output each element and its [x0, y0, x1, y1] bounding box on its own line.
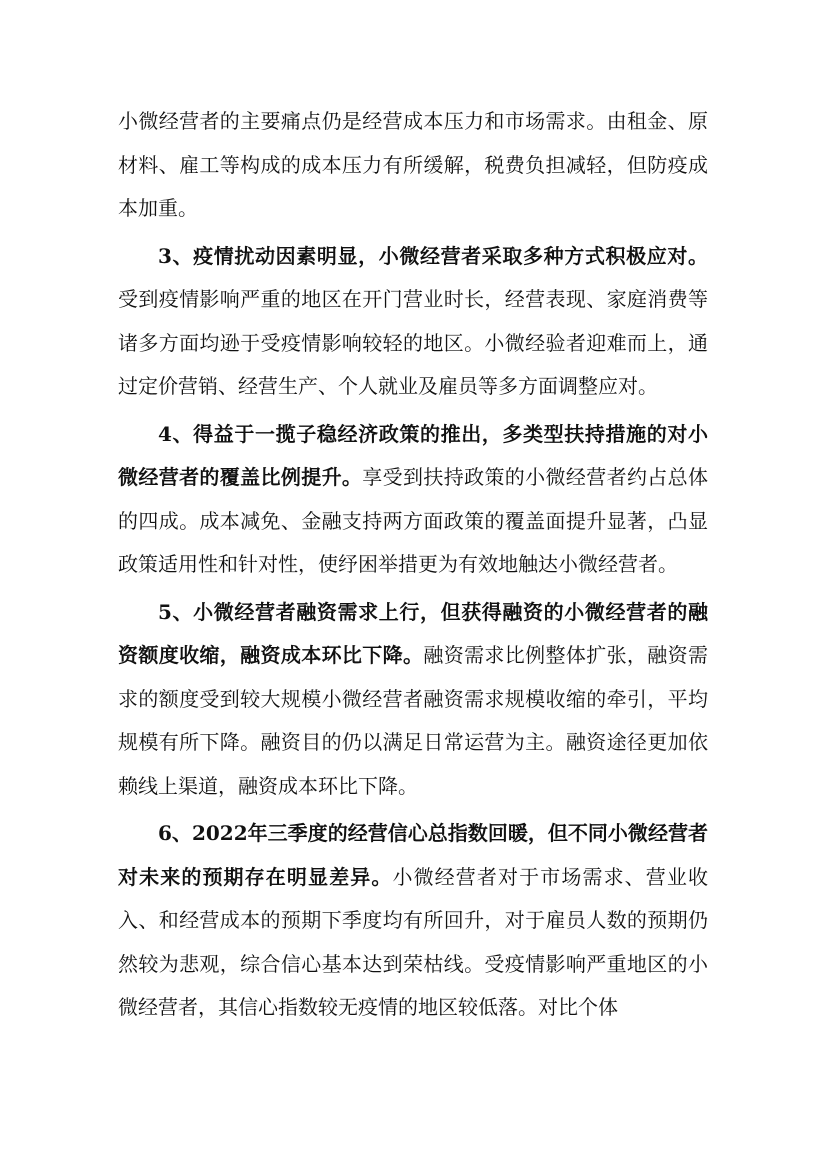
- paragraph-heading: 6、2022年三季度的经营信心总指数回暖，但不同小微经营者对未来的预期存在明显差异。: [118, 821, 708, 889]
- paragraph-heading: 3、疫情扰动因素明显，小微经营者采取多种方式积极应对。: [158, 243, 708, 268]
- paragraph-body: 小微经营者的主要痛点仍是经营成本压力和市场需求。由租金、原材料、雇工等构成的成本压力有所缓解，税费负担减轻，但防疫成本加重。: [118, 109, 708, 220]
- paragraph-body: 受到疫情影响严重的地区在开门营业时长，经营表现、家庭消费等诸多方面均逊于受疫情影响较轻的地区。小微经验者迎难而上，通过定价营销、经营生产、个人就业及雇员等多方面调整应对。: [118, 287, 708, 398]
- paragraph-body: 融资需求比例整体扩张，融资需求的额度受到较大规模小微经营者融资需求规模收缩的牵引，平均规模有所下降。融资目的仍以满足日常运营为主。融资途径更加依赖线上渠道，融资成本环比下降。: [118, 643, 709, 798]
- paragraph-heading: 5、小微经营者融资需求上行，但获得融资的小微经营者的融资额度收缩，融资成本环比下降。: [118, 599, 708, 667]
- paragraph-body: 享受到扶持政策的小微经营者约占总体的四成。成本减免、金融支持两方面政策的覆盖面提升显著，凸显政策适用性和针对性，使纾困举措更为有效地触达小微经营者。: [118, 465, 709, 576]
- paragraph-policy-coverage: [118, 413, 708, 587]
- document-page: [118, 100, 708, 1030]
- paragraph-epidemic-impact: [118, 235, 708, 409]
- paragraph-confidence-index: [118, 812, 708, 1030]
- paragraph-heading: 4、得益于一揽子稳经济政策的推出，多类型扶持措施的对小微经营者的覆盖比例提升。: [118, 421, 708, 489]
- paragraph-financing-demand: [118, 591, 708, 809]
- paragraph-cost-pressure: [118, 100, 708, 231]
- paragraph-body: 小微经营者对于市场需求、营业收入、和经营成本的预期下季度均有所回升，对于雇员人数的预期仍然较为悲观，综合信心基本达到荣枯线。受疫情影响严重地区的小微经营者，其信心指数较无疫情的地区较低落。对比个体: [118, 864, 709, 1019]
